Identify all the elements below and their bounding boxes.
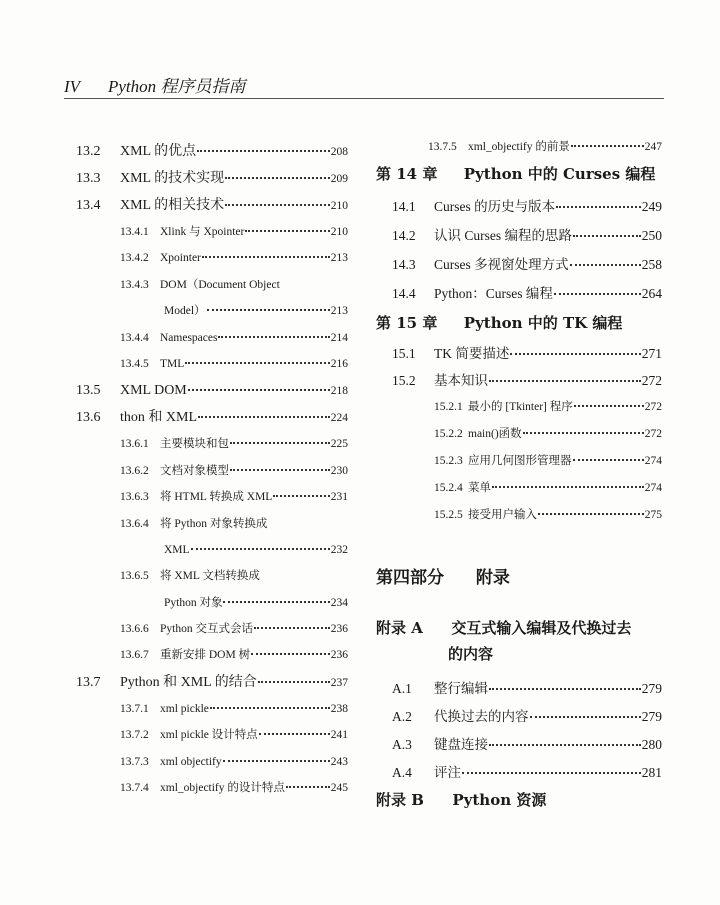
leader-dots [223,760,330,762]
leader-dots [462,772,641,774]
entry-title: xml objectify [160,755,222,768]
entry-page: 258 [641,257,662,272]
entry-number: 13.7.5 [428,141,457,153]
chapter-heading [376,160,662,192]
entry-page: 224 [330,412,348,425]
leader-dots [538,513,644,515]
toc-entry [376,448,662,475]
toc-entry [76,616,348,642]
toc-entry [376,475,662,502]
header-rule [64,98,664,99]
leader-dots [492,486,644,488]
entry-number: 13.4.1 [120,226,149,238]
leader-dots [286,786,330,788]
toc-entry [376,250,662,279]
entry-page: 231 [330,491,348,504]
entry-page: 250 [641,228,662,243]
leader-dots [210,707,330,709]
toc-entry [76,377,348,404]
appendix-heading [376,787,662,817]
toc-entry [76,590,348,616]
entry-number: 13.3 [76,171,101,186]
toc-entry [376,138,662,160]
leader-dots [489,688,641,690]
part-heading [376,563,662,615]
entry-page: 236 [330,623,348,636]
entry-number: 13.4.5 [120,357,149,370]
toc-entry [376,759,662,787]
entry-number: 15.2.4 [434,482,463,494]
leader-dots [225,177,330,179]
entry-number: A.2 [392,709,412,724]
leader-dots [188,389,330,391]
chapter-label: 第 15 章 [376,314,438,332]
entry-title: main()函数 [468,428,522,440]
entry-title: Python 对象 [164,596,223,609]
toc-entry [376,192,662,221]
toc-entry [76,351,348,377]
entry-page: 236 [330,649,348,662]
leader-dots [489,744,641,746]
toc-entry [76,138,348,165]
entry-number: 13.4.3 [120,278,149,291]
leader-dots [489,380,641,382]
entry-number: 15.2.5 [434,509,463,521]
entry-page: 281 [641,765,662,780]
entry-title: xml_objectify 的设计特点 [160,782,285,795]
toc-entry [376,279,662,308]
entry-number: 13.6.2 [120,464,149,477]
entry-title: xml pickle 设计特点 [160,729,258,742]
leader-dots [225,204,330,206]
entry-number: 13.6.4 [120,517,149,530]
toc-entry [76,696,348,722]
entry-number: 13.2 [76,144,101,159]
toc-entry [76,219,348,245]
entry-title: 重新安排 DOM 树 [160,649,251,662]
entry-page: 241 [330,729,348,742]
entry-page: 279 [641,681,662,696]
entry-title: Namespaces [160,331,218,344]
leader-dots [273,495,329,497]
entry-title: xml pickle [160,702,209,715]
entry-title: 主要模块和包 [160,438,229,451]
entry-page: 218 [330,385,348,398]
chapter-title: Python 中的 Curses 编程 [463,165,656,183]
leader-dots [207,309,330,311]
chapter-label: 第 14 章 [376,165,438,183]
entry-title: 文档对象模型 [160,464,229,477]
toc-entry [76,563,348,589]
leader-dots [198,416,330,418]
appendix-label: 附录 B [376,791,424,809]
running-title: Python 程序员指南 [108,77,246,96]
entry-page: 274 [644,482,662,494]
entry-title: XML [164,543,190,556]
entry-title: DOM（Document Object [160,278,280,291]
appendix-label: 附录 A [376,619,423,637]
entry-number: 13.7.3 [120,755,149,768]
leader-dots [230,442,330,444]
leader-dots [510,353,640,355]
entry-number: 13.6.6 [120,623,149,636]
toc-entry [76,669,348,696]
entry-number: 13.6.5 [120,570,149,583]
toc-entry [76,192,348,219]
entry-page: 279 [641,709,662,724]
entry-title: Python 交互式会话 [160,623,253,636]
leader-dots [202,256,330,258]
part-title: 附录 [475,568,510,588]
entry-number: 14.1 [392,199,416,214]
entry-title: XML 的技术实现 [120,171,225,186]
entry-number: 15.2.2 [434,428,463,440]
toc-entry [376,221,662,250]
entry-page: 214 [330,331,348,344]
toc-entry [76,458,348,484]
entry-number: 13.7.2 [120,729,149,742]
chapter-heading [376,308,662,340]
entry-title: XML 的相关技术 [120,198,225,213]
entry-number: A.3 [392,737,412,752]
toc-entry [376,675,662,703]
entry-title: 评注 [434,765,461,780]
part-label: 第四部分 [376,568,444,588]
entry-title: 将 Python 对象转换成 [160,517,268,530]
entry-number: 13.7.1 [120,702,149,715]
chapter-title: Python 中的 TK 编程 [463,314,623,332]
toc-entry [76,511,348,537]
entry-page: 245 [330,782,348,795]
toc-entry [376,367,662,394]
leader-dots [191,548,330,550]
leader-dots [570,264,641,266]
leader-dots [251,653,330,655]
leader-dots [573,459,644,461]
entry-page: 209 [330,173,348,185]
toc-entry [376,340,662,367]
leader-dots [254,627,330,629]
entry-title: Python 和 XML 的结合 [120,674,257,690]
toc-entry [376,421,662,448]
entry-number: 15.1 [392,346,416,361]
entry-number: 13.7 [76,674,101,690]
toc-entry [76,484,348,510]
appendix-title: Python 资源 [452,791,547,809]
entry-title: Python：Curses 编程 [434,286,553,301]
entry-number: 13.4 [76,198,101,213]
entry-page: 264 [641,286,662,301]
entry-title: 整行编辑 [434,681,488,696]
entry-title: TK 简要描述 [434,346,510,361]
entry-page: 216 [330,357,348,370]
toc-right-column [376,138,662,817]
entry-number: 13.4.4 [120,331,149,344]
entry-number: 13.6.7 [120,649,149,662]
entry-title: xml_objectify 的前景 [468,141,570,153]
entry-number: 14.4 [392,286,416,301]
entry-number: 13.6.1 [120,438,149,451]
entry-title: Xlink 与 Xpointer [160,226,245,238]
entry-page: 280 [641,737,662,752]
entry-page: 272 [641,373,662,388]
entry-page: 237 [330,676,348,689]
entry-page: 234 [330,596,348,609]
toc-entry [376,502,662,529]
leader-dots [523,432,644,434]
entry-title: 将 HTML 转换成 XML [160,491,273,504]
toc-entry [76,325,348,351]
entry-number: 13.6 [76,410,101,426]
toc-entry [76,775,348,801]
leader-dots [258,681,330,683]
leader-dots [554,293,641,295]
leader-dots [556,206,641,208]
toc-entry [376,394,662,421]
leader-dots [530,716,641,718]
entry-title: Curses 多视窗处理方式 [434,257,569,272]
entry-title: 基本知识 [434,373,488,388]
entry-number: 15.2.1 [434,401,463,413]
toc-entry [76,165,348,192]
entry-page: 232 [330,543,348,556]
toc-entry [76,404,348,431]
entry-number: 14.3 [392,257,416,272]
entry-page: 275 [644,509,662,521]
leader-dots [197,150,330,152]
toc-entry [76,431,348,457]
page-header [64,76,664,102]
leader-dots [574,405,644,407]
toc-entry [76,642,348,668]
toc-entry [76,537,348,563]
entry-title: XML DOM [120,383,187,399]
entry-title: 将 XML 文档转换成 [160,570,260,583]
appendix-title-line1: 交互式输入编辑及代换过去 [451,619,632,637]
entry-page: 210 [330,226,348,238]
entry-page: 247 [644,141,662,153]
entry-page: 272 [644,428,662,440]
page-number: IV [64,77,81,96]
entry-number: A.4 [392,765,412,780]
entry-number: 13.7.4 [120,782,149,795]
toc-entry [376,731,662,759]
entry-title: 键盘连接 [434,737,488,752]
entry-title: 菜单 [468,482,491,494]
toc-left-column [76,138,348,801]
entry-number: 14.2 [392,228,416,243]
entry-title: Xpointer [160,252,201,265]
leader-dots [185,362,329,364]
toc-entry [76,749,348,775]
entry-title: 最小的 [Tkinter] 程序 [468,401,573,413]
toc-entry [76,298,348,324]
entry-title: XML 的优点 [120,144,197,159]
entry-page: 272 [644,401,662,413]
leader-dots [571,145,644,147]
entry-title: Curses 的历史与版本 [434,199,556,214]
toc-entry [376,703,662,731]
entry-page: 213 [330,305,348,318]
leader-dots [245,230,329,232]
leader-dots [223,601,329,603]
entry-number: 13.6.3 [120,491,149,504]
entry-page: 243 [330,755,348,768]
entry-page: 249 [641,199,662,214]
entry-title: TML [160,357,185,370]
entry-number: 15.2 [392,373,416,388]
appendix-title-line2: 的内容 [448,645,494,663]
entry-page: 208 [330,146,348,158]
entry-page: 274 [644,455,662,467]
entry-title: thon 和 XML [120,410,197,426]
entry-number: 15.2.3 [434,455,463,467]
entry-page: 230 [330,464,348,477]
appendix-heading [376,615,662,675]
entry-title: Model） [164,305,206,318]
entry-number: 13.4.2 [120,252,149,265]
entry-number: 13.5 [76,383,101,399]
entry-page: 213 [330,252,348,265]
entry-page: 271 [641,346,662,361]
leader-dots [218,336,329,338]
entry-number: A.1 [392,681,412,696]
entry-page: 225 [330,438,348,451]
entry-title: 认识 Curses 编程的思路 [434,228,572,243]
leader-dots [573,235,641,237]
entry-title: 应用几何图形管理器 [468,455,572,467]
entry-page: 238 [330,702,348,715]
entry-title: 接受用户输入 [468,509,537,521]
toc-entry [76,245,348,271]
entry-page: 210 [330,200,348,212]
leader-dots [259,733,330,735]
toc-entry [76,722,348,748]
toc-entry [76,272,348,298]
entry-title: 代换过去的内容 [434,709,529,724]
leader-dots [230,469,330,471]
